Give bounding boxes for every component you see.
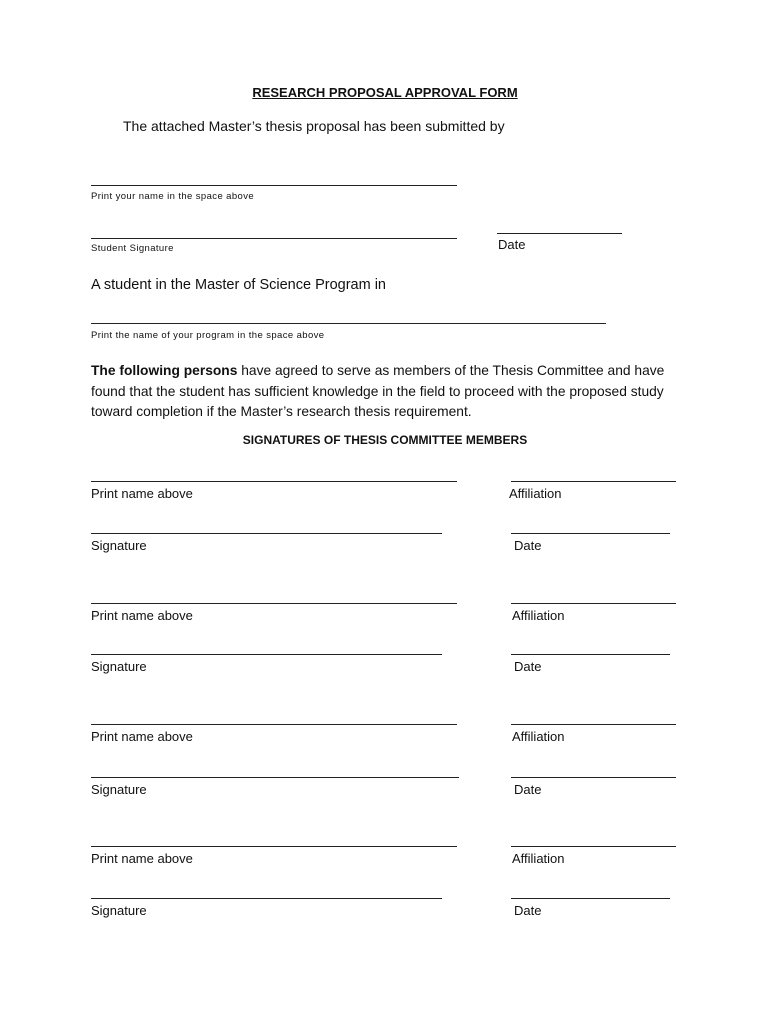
member-1-signature-label: Signature (91, 538, 147, 553)
student-date-label: Date (498, 237, 526, 252)
student-signature-line[interactable] (91, 238, 457, 239)
member-1-date-line[interactable] (511, 533, 670, 534)
member-3-name-line[interactable] (91, 724, 457, 725)
member-2-date-label: Date (514, 659, 542, 674)
member-3-affiliation-line[interactable] (511, 724, 676, 725)
member-4-date-label: Date (514, 903, 542, 918)
signatures-title: SIGNATURES OF THESIS COMMITTEE MEMBERS (242, 433, 528, 447)
committee-paragraph (91, 361, 691, 423)
student-signature-label: Student Signature (91, 243, 174, 254)
member-4-affiliation-line[interactable] (511, 846, 676, 847)
member-2-print-name-label: Print name above (91, 608, 193, 623)
member-1-print-name-label: Print name above (91, 486, 193, 501)
member-2-signature-label: Signature (91, 659, 147, 674)
committee-paragraph-bold: The following persons (91, 363, 238, 378)
member-4-print-name-label: Print name above (91, 851, 193, 866)
member-2-affiliation-line[interactable] (511, 603, 676, 604)
member-2-signature-line[interactable] (91, 654, 442, 655)
member-3-date-label: Date (514, 782, 542, 797)
print-name-hint: Print your name in the space above (91, 191, 255, 202)
member-1-signature-line[interactable] (91, 533, 442, 534)
program-line[interactable] (91, 323, 606, 324)
member-2-affiliation-label: Affiliation (512, 608, 565, 623)
student-name-line[interactable] (91, 185, 457, 186)
member-3-print-name-label: Print name above (91, 729, 193, 744)
student-date-line[interactable] (497, 233, 622, 234)
form-title: RESEARCH PROPOSAL APPROVAL FORM (252, 85, 518, 100)
member-2-name-line[interactable] (91, 603, 457, 604)
member-4-affiliation-label: Affiliation (512, 851, 565, 866)
program-statement: A student in the Master of Science Program in (91, 277, 386, 293)
member-1-affiliation-label: Affiliation (509, 486, 562, 501)
program-hint: Print the name of your program in the space above (91, 330, 325, 341)
member-1-affiliation-line[interactable] (511, 481, 676, 482)
member-3-signature-line[interactable] (91, 777, 459, 778)
intro-text: The attached Master’s thesis proposal has been submitted by (123, 118, 505, 134)
member-3-signature-label: Signature (91, 782, 147, 797)
member-4-signature-label: Signature (91, 903, 147, 918)
member-4-date-line[interactable] (511, 898, 670, 899)
committee-paragraph-rest: have agreed to serve as members of the Thesis Committee and have found that the student has sufficient knowledge in the field to proceed with the proposed study toward completion if the Master’s research thesis requirement. (91, 363, 665, 419)
member-2-date-line[interactable] (511, 654, 670, 655)
member-4-signature-line[interactable] (91, 898, 442, 899)
member-3-affiliation-label: Affiliation (512, 729, 565, 744)
member-1-date-label: Date (514, 538, 542, 553)
member-4-name-line[interactable] (91, 846, 457, 847)
member-3-date-line[interactable] (511, 777, 676, 778)
member-1-name-line[interactable] (91, 481, 457, 482)
